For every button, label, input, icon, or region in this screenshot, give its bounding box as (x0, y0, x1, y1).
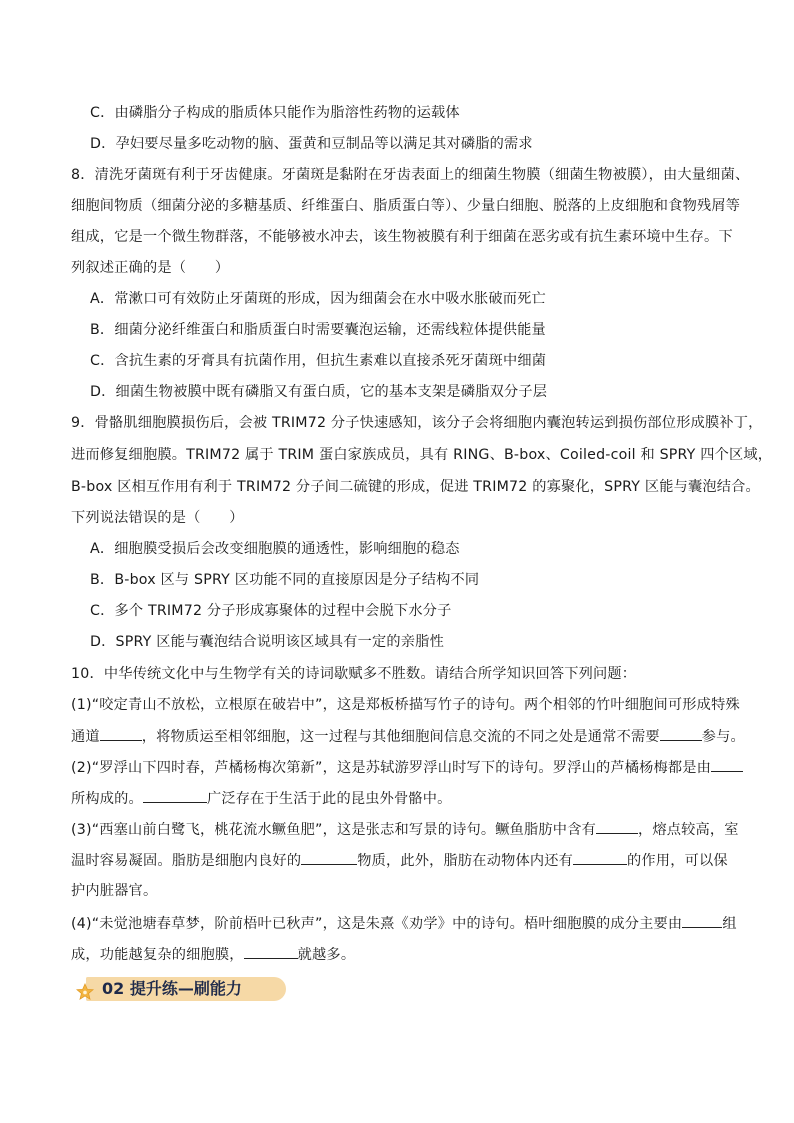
q8-option-b: B．细菌分泌纤维蛋白和脂质蛋白时需要囊泡运输，还需线粒体提供能量 (90, 322, 546, 338)
q9-stem-line-2: 进而修复细胞膜。TRIM72 属于 TRIM 蛋白家族成员，具有 RING、B-box、Coiled-coil 和 SPRY 四个区域， (71, 447, 773, 463)
q10-part3-text-1: (3)“西塞山前白鹭飞，桃花流水鳜鱼肥”，这是张志和写景的诗句。鳜鱼脂肪中含有 (71, 822, 596, 838)
q10-part3-text-3: 温时容易凝固。脂肪是细胞内良好的 (71, 853, 302, 869)
q8-option-a: A．常漱口可有效防止牙菌斑的形成，因为细菌会在水中吸水胀破而死亡 (90, 291, 546, 307)
q10-part1-line-1: (1)“咬定青山不放松，立根原在破岩中”，这是郑板桥描写竹子的诗句。两个相邻的竹叶细胞间可形成特殊 (71, 697, 740, 713)
section-header (76, 974, 290, 1004)
answer-blank[interactable] (244, 944, 298, 959)
q9-stem-line-1: 9．骨骼肌细胞膜损伤后，会被 TRIM72 分子快速感知，该分子会将细胞内囊泡转运到损伤部位形成膜补丁， (71, 415, 763, 431)
q8-option-d: D．细菌生物被膜中既有磷脂又有蛋白质，它的基本支架是磷脂双分子层 (90, 384, 548, 400)
q9-stem-line-3: B-box 区相互作用有利于 TRIM72 分子间二硫键的形成，促进 TRIM72 的寡聚化，SPRY 区能与囊泡结合。 (71, 479, 760, 495)
q9-option-b: B．B-box 区与 SPRY 区功能不同的直接原因是分子结构不同 (90, 572, 480, 588)
q8-stem-line-1: 8．清洗牙菌斑有利于牙齿健康。牙菌斑是黏附在牙齿表面上的细菌生物膜（细菌生物被膜），由大量细菌、 (71, 167, 750, 183)
q8-stem-line-3: 组成，它是一个微生物群落，不能够被水冲去，该生物被膜有利于细菌在恶劣或有抗生素环境中生存。下 (71, 229, 733, 245)
q10-part3-text-4: 物质，此外，脂肪在动物体内还有 (357, 853, 574, 869)
q10-part2-line-2 (71, 788, 731, 809)
answer-blank[interactable] (660, 726, 702, 741)
q9-option-d: D．SPRY 区能与囊泡结合说明该区域具有一定的亲脂性 (90, 634, 444, 650)
star-icon (76, 983, 94, 1001)
q10-part2-text-2: 所构成的。 (71, 791, 143, 807)
answer-blank[interactable] (682, 913, 722, 928)
q10-part2-text-1: (2)“罗浮山下四时春，芦橘杨梅次第新”，这是苏轼游罗浮山时写下的诗句。罗浮山的芦橘杨梅都是由 (71, 760, 712, 776)
q10-part3-text-2: ，熔点较高，室 (637, 822, 739, 838)
q7-option-c: C．由磷脂分子构成的脂质体只能作为脂溶性药物的运载体 (90, 105, 460, 121)
q9-stem-line-4: 下列说法错误的是（ ） (71, 510, 244, 526)
q10-part2-text-3: 广泛存在于生活于此的昆虫外骨骼中。 (206, 791, 452, 807)
q10-part2-line-1 (71, 757, 731, 778)
answer-blank[interactable] (711, 757, 743, 772)
q10-part3-line-3: 护内脏器官。 (71, 883, 158, 899)
q8-stem-line-4: 列叙述正确的是（ ） (71, 260, 230, 276)
q10-part1-text-1: 通道 (71, 729, 100, 745)
q10-part4-line-2 (71, 944, 731, 965)
q9-option-c: C．多个 TRIM72 分子形成寡聚体的过程中会脱下水分子 (90, 603, 452, 619)
q10-part3-text-5: 的作用，可以保 (627, 853, 728, 869)
q9-option-a: A．细胞膜受损后会改变细胞膜的通透性，影响细胞的稳态 (90, 541, 460, 557)
answer-blank[interactable] (143, 788, 207, 803)
q10-part4-text-2: 组 (722, 916, 737, 932)
answer-blank[interactable] (573, 850, 627, 865)
q10-stem: 10．中华传统文化中与生物学有关的诗词歇赋多不胜数。请结合所学知识回答下列问题： (71, 666, 637, 682)
q10-part4-line-1 (71, 913, 737, 934)
q10-part4-text-1: (4)“未觉池塘春草梦，阶前梧叶已秋声”，这是朱熹《劝学》中的诗句。梧叶细胞膜的成分主要由 (71, 916, 683, 932)
answer-blank[interactable] (100, 726, 142, 741)
q8-option-c: C．含抗生素的牙膏具有抗菌作用，但抗生素难以直接杀死牙菌斑中细菌 (90, 353, 547, 369)
answer-blank[interactable] (596, 819, 638, 834)
q10-part3-line-2 (71, 850, 731, 871)
q7-option-d: D．孕妇要尽量多吃动物的脑、蛋黄和豆制品等以满足其对磷脂的需求 (90, 136, 533, 152)
q10-part3-line-1 (71, 819, 739, 840)
q10-part4-text-3: 成，功能越复杂的细胞膜， (71, 947, 244, 963)
q10-part1-text-3: 参与。 (701, 729, 745, 745)
answer-blank[interactable] (301, 850, 357, 865)
q10-part1-line-2 (71, 726, 745, 747)
q10-part4-text-4: 就越多。 (297, 947, 356, 963)
section-title: 02 提升练—刷能力 (102, 979, 242, 998)
q8-stem-line-2: 细胞间物质（细菌分泌的多糖基质、纤维蛋白、脂质蛋白等）、少量白细胞、脱落的上皮细胞和食物残屑等 (71, 198, 741, 214)
q10-part1-text-2: ，将物质运至相邻细胞，这一过程与其他细胞间信息交流的不同之处是通常不需要 (141, 729, 660, 745)
